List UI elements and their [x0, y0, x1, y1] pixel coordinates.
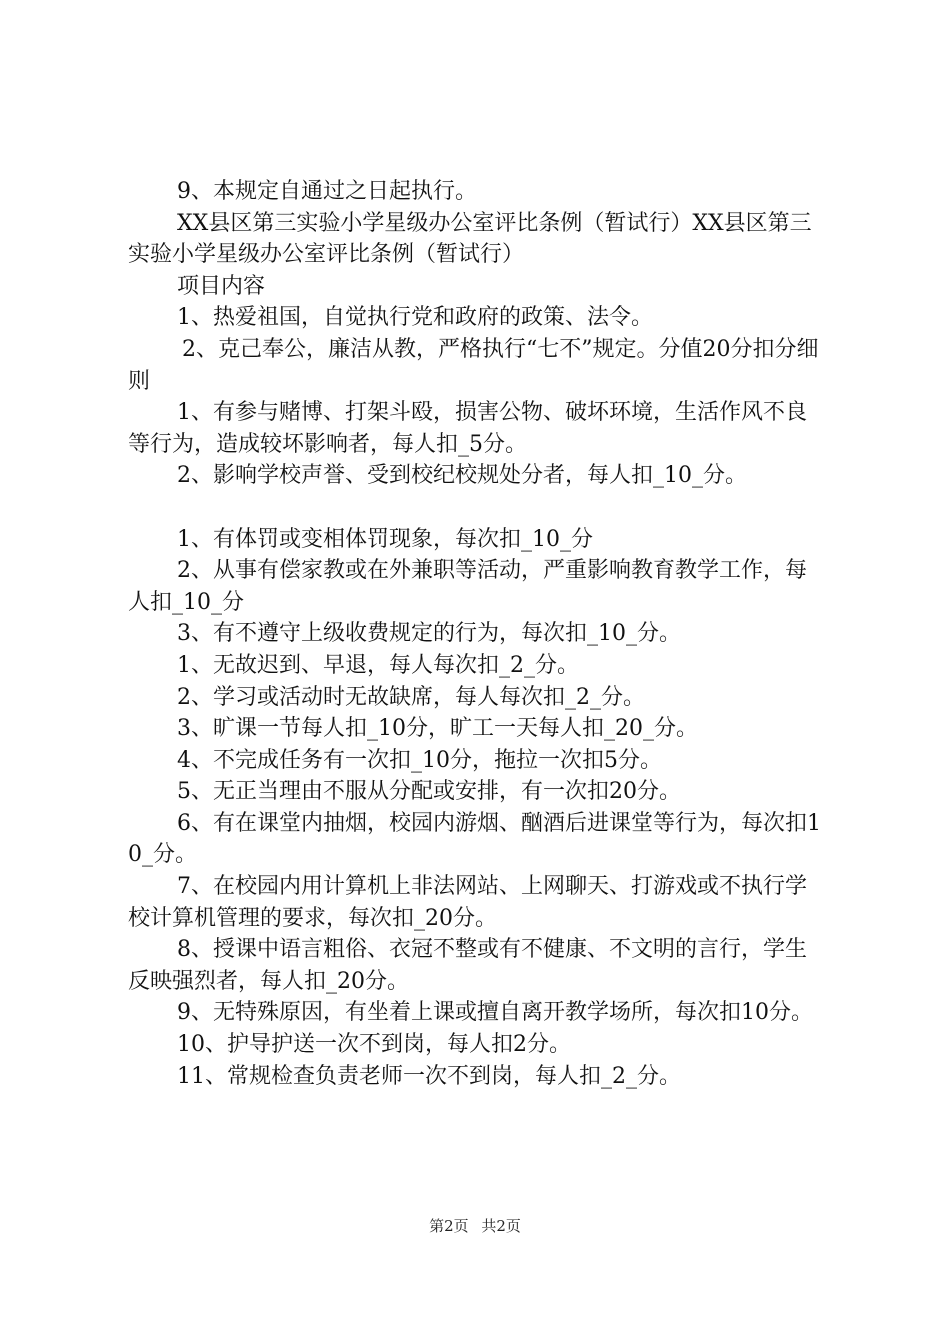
paragraph: 2、学习或活动时无故缺席，每人每次扣_2_分。: [177, 684, 645, 710]
paragraph: 6、有在课堂内抽烟，校园内游烟、酗酒后进课堂等行为，每次扣10_分。: [128, 810, 821, 868]
paragraph: 5、无正当理由不服从分配或安排，有一次扣20分。: [177, 779, 681, 805]
paragraph: 1、无故迟到、早退，每人每次扣_2_分。: [177, 652, 579, 678]
paragraph: 8、授课中语言粗俗、衣冠不整或有不健康、不文明的言行，学生反映强烈者，每人扣_20分。: [128, 937, 807, 994]
paragraph: XX县区第三实验小学星级办公室评比条例（暂试行）XX县区第三实验小学星级办公室评比条例（暂试行）: [128, 210, 812, 268]
paragraph: 2、从事有偿家教或在外兼职等活动，严重影响教育教学工作，每人扣_10_分: [128, 558, 807, 615]
paragraph: 9、本规定自通过之日起执行。: [177, 179, 477, 204]
blank-line: [128, 492, 828, 524]
paragraph: 1、有参与赌博、打架斗殴，损害公物、破坏环境，生活作风不良等行为，造成较坏影响者，每人扣_5分。: [128, 400, 807, 457]
page-footer: [0, 1216, 950, 1236]
paragraph: 项目内容: [177, 273, 266, 299]
paragraph: 9、无特殊原因，有坐着上课或擅自离开教学场所，每次扣10分。: [177, 1000, 813, 1026]
paragraph: 3、有不遵守上级收费规定的行为，每次扣_10_分。: [177, 621, 681, 647]
paragraph: 7、在校园内用计算机上非法网站、上网聊天、打游戏或不执行学校计算机管理的要求，每次扣_20分。: [128, 874, 807, 931]
paragraph: 1、有体罚或变相体罚现象，每次扣_10_分: [177, 526, 593, 552]
paragraph: 4、不完成任务有一次扣_10分，拖拉一次扣5分。: [177, 747, 662, 773]
page-total: 共2页: [481, 1217, 521, 1235]
paragraph: 11、常规检查负责老师一次不到岗，每人扣_2_分。: [177, 1063, 681, 1089]
paragraph: 2、克己奉公，廉洁从教，严格执行“七不”规定。分值20分扣分细则: [128, 336, 819, 394]
paragraph: 2、影响学校声誉、受到校纪校规处分者，每人扣_10_分。: [177, 463, 747, 489]
paragraph: 1、热爱祖国，自觉执行党和政府的政策、法令。: [177, 305, 653, 331]
paragraph: 10、护导护送一次不到岗，每人扣2分。: [177, 1032, 571, 1058]
page-number: 第2页: [429, 1217, 469, 1235]
paragraph: 3、旷课一节每人扣_10分，旷工一天每人扣_20_分。: [177, 716, 698, 742]
document-body: [128, 176, 828, 1092]
